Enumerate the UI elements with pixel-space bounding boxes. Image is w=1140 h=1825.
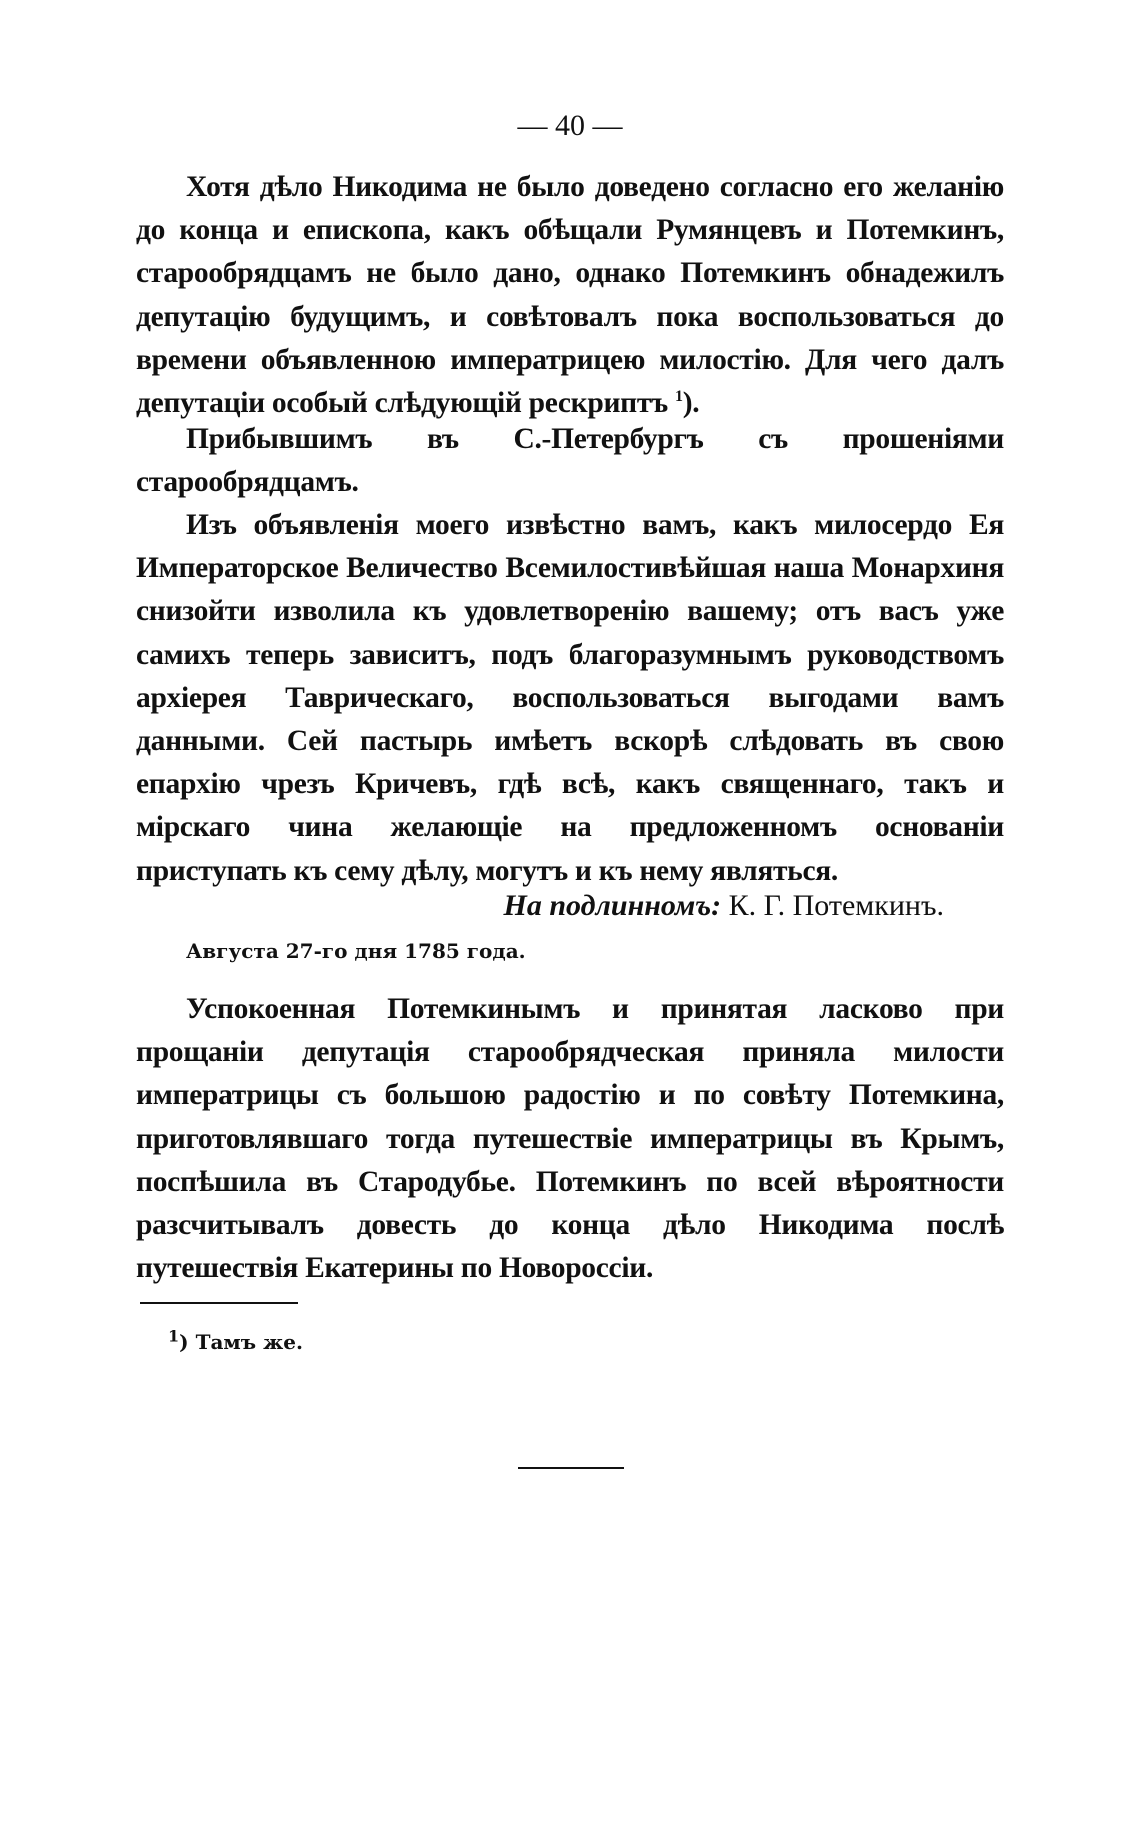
rescript-date: Августа 27-го дня 1785 года.: [186, 939, 526, 963]
paragraph-potemkin-encouragement: [136, 166, 1004, 425]
paragraph-text: Хотя дѣло Никодима не было доведено согласно его желанію до конца и епископа, какъ обѣщали Румянцевъ и Потемкинъ, старообрядцамъ не было дано, однако Потемкинъ обнадежилъ депутацію будущимъ, и совѣтовалъ пока воспользоваться до времени объявленною императрицею милостію. Для чего далъ депутаціи особый слѣдующій рескриптъ: [136, 171, 1004, 420]
signature: [0, 885, 944, 927]
rescript-body-text: Изъ объявленія моего извѣстно вамъ, какъ милосердо Ея Императорское Величество Всемилостивѣйшая наша Монархиня снизойти изволила къ удовлетворенію вашему; отъ васъ уже самихъ теперь зависитъ, подъ благоразумнымъ руководствомъ архіерея Таврическаго, воспользоваться выгодами вамъ данными. Сей пастырь имѣетъ вскорѣ слѣдовать въ свою епархію чрезъ Кричевъ, гдѣ всѣ, какъ священнаго, такъ и мірскаго чина желающіе на предложенномъ основаніи приступать къ сему дѣлу, могутъ и къ нему являться.: [136, 509, 1004, 887]
paragraph-text-end: ).: [682, 387, 700, 420]
page-number: — 40 —: [517, 109, 623, 142]
footnote: [168, 1328, 303, 1356]
rescript-body: [136, 504, 1004, 893]
signature-name: К. Г. Потемкинъ.: [728, 889, 944, 922]
footnote-divider: [140, 1302, 298, 1304]
rescript-address-text: Прибывшимъ въ С.-Петербургъ съ прошеніями старообрядцамъ.: [136, 423, 1004, 499]
footnote-text: ) Тамъ же.: [179, 1330, 303, 1354]
paragraph-deputation-return: [136, 988, 1004, 1290]
end-of-section-rule: [518, 1467, 624, 1469]
footnote-mark: 1: [168, 1326, 180, 1346]
paragraph-deputation-return-text: Успокоенная Потемкинымъ и принятая ласково при прощаніи депутація старообрядческая приняла милости императрицы съ большою радостію и по совѣту Потемкина, приготовлявшаго тогда путешествіе императрицы въ Крымъ, поспѣшила въ Стародубье. Потемкинъ по всей вѣроятности разсчитывалъ довесть до конца дѣло Никодима послѣ путешествія Екатерины по Новороссіи.: [136, 993, 1004, 1285]
rescript-address: [136, 418, 1004, 504]
footnote-reference: 1: [675, 388, 683, 406]
signature-prefix: На подлинномъ:: [503, 889, 722, 922]
